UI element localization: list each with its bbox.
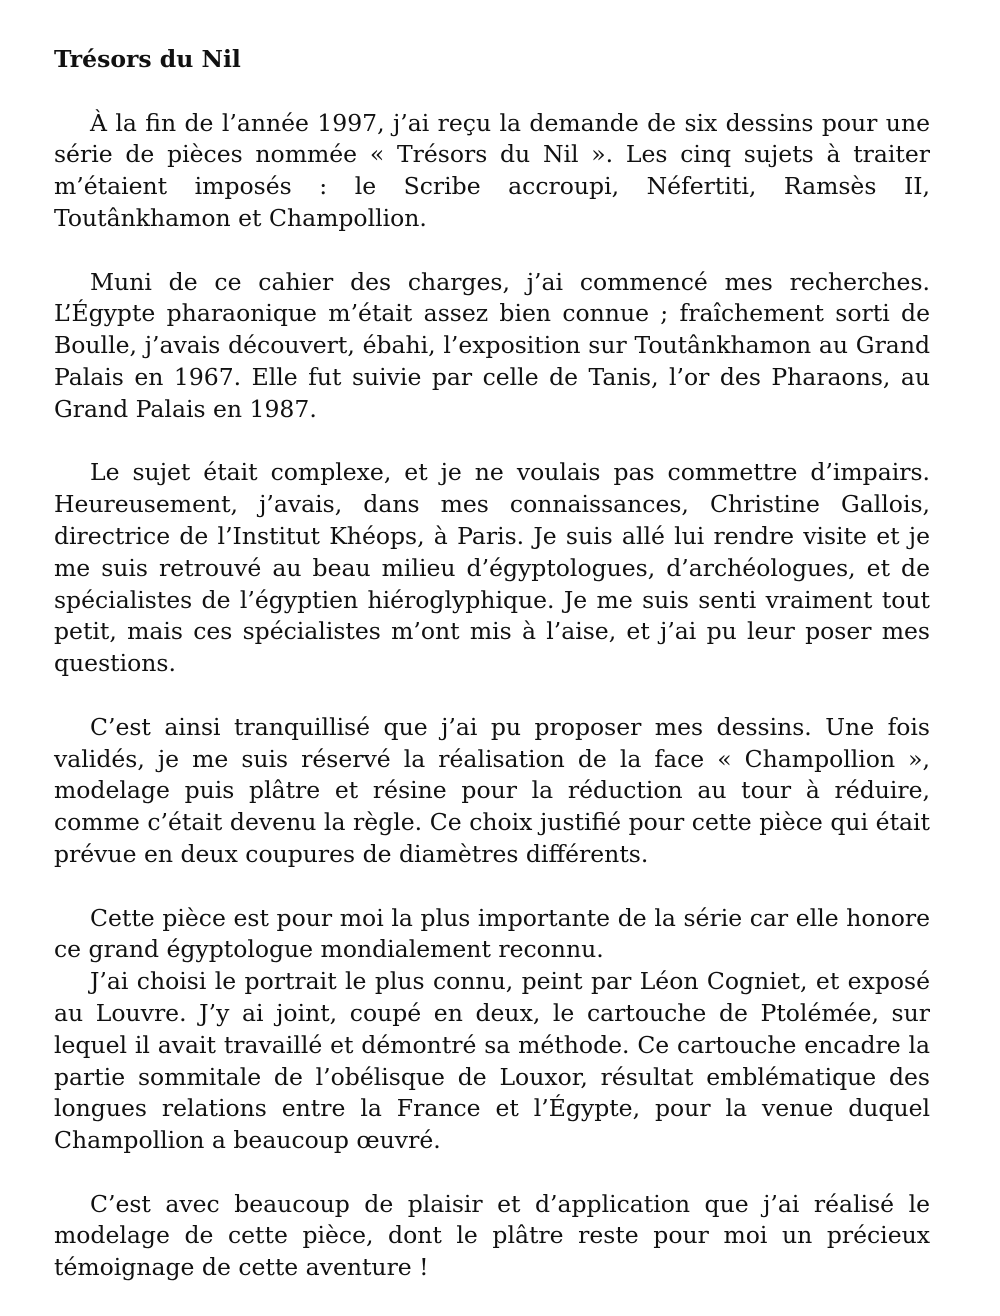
paragraph-2: Muni de ce cahier des charges, j’ai commencé mes recherches. L’Égypte pharaonique m’était assez bien connue ; fraîchement sorti de Boulle, j’avais découvert, ébahi, l’exposition sur Toutânkhamon au Grand Palais en 1967. Elle fut suivie par celle de Tanis, l’or des Pharaons, au Grand Palais en 1987. bbox=[54, 267, 930, 423]
document-page bbox=[54, 44, 930, 1316]
paragraph-1: À la fin de l’année 1997, j’ai reçu la demande de six dessins pour une série de pièces nommée « Trésors du Nil ». Les cinq sujets à traiter m’étaient imposés : le Scribe accroupi, Néfertiti, Ramsès II, Toutânkhamon et Champollion. bbox=[54, 108, 930, 232]
paragraph-7: C’est avec beaucoup de plaisir et d’application que j’ai réalisé le modelage de cette pièce, dont le plâtre reste pour moi un précieux témoignage de cette aventure ! bbox=[54, 1189, 930, 1282]
paragraph-4: C’est ainsi tranquillisé que j’ai pu proposer mes dessins. Une fois validés, je me suis réservé la réalisation de la face « Champollion », modelage puis plâtre et résine pour la réduction au tour à réduire, comme c’était devenu la règle. Ce choix justifié pour cette pièce qui était prévue en deux coupures de diamètres différents. bbox=[54, 712, 930, 868]
paragraph-5: Cette pièce est pour moi la plus importante de la série car elle honore ce grand égyptologue mondialement reconnu. bbox=[54, 903, 930, 964]
document-title: Trésors du Nil bbox=[54, 45, 241, 73]
paragraph-3: Le sujet était complexe, et je ne voulais pas commettre d’impairs. Heureusement, j’avais, dans mes connaissances, Christine Gallois, directrice de l’Institut Khéops, à Paris. Je suis allé lui rendre visite et je me suis retrouvé au beau milieu d’égyptologues, d’archéologues, et de spécialistes de l’égyptien hiéroglyphique. Je me suis senti vraiment tout petit, mais ces spécialistes m’ont mis à l’aise, et j’ai pu leur poser mes questions. bbox=[54, 458, 930, 678]
paragraph-6: J’ai choisi le portrait le plus connu, peint par Léon Cogniet, et exposé au Louvre. J’y ai joint, coupé en deux, le cartouche de Ptolémée, sur lequel il avait travaillé et démontré sa méthode. Ce cartouche encadre la partie sommitale de l’obélisque de Louxor, résultat emblématique des longues relations entre la France et l’Égypte, pour la venue duquel Champollion a beaucoup œuvré. bbox=[54, 967, 930, 1155]
